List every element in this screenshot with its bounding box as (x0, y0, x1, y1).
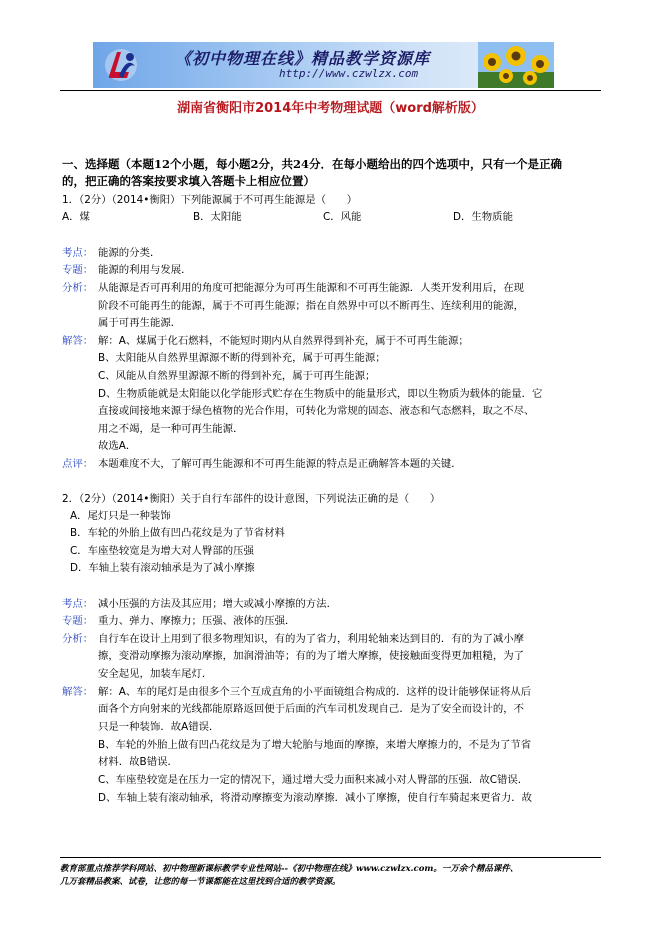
q1-zhuanti: 能源的利用与发展． (98, 264, 192, 276)
q2-jieda-label: 解答： (62, 686, 94, 698)
site-logo-icon (103, 46, 139, 84)
q1-option-a: A．煤 (62, 211, 90, 223)
q2-jieda-line: B、车轮的外胎上做有凹凸花纹是为了增大轮胎与地面的摩擦，来增大摩擦力的，不是为了节省 (98, 739, 532, 751)
q1-kaodian-label: 考点： (62, 247, 94, 259)
q1-jieda-line: 直接或间接地来源于绿色植物的光合作用，可转化为常规的固态、液态和气态燃料，取之不尽、 (98, 405, 535, 417)
q1-stem: 1．（2分）（2014•衡阳）下列能源属于不可再生能源是（ ） (62, 194, 358, 206)
q2-kaodian: 减小压强的方法及其应用；增大或减小摩擦的方法． (98, 598, 337, 610)
header-rule (60, 90, 601, 91)
q1-jieda-line: 用之不竭，是一种可再生能源． (98, 423, 244, 435)
q1-kaodian: 能源的分类． (98, 247, 161, 259)
q2-zhuanti-label: 专题： (62, 615, 94, 627)
q1-fenxi-label: 分析： (62, 282, 94, 294)
q2-option-b: B．车轮的外胎上做有凹凸花纹是为了节省材料 (70, 527, 285, 539)
footer-rule (60, 857, 601, 858)
q2-zhuanti: 重力、弹力、摩擦力；压强、液体的压强． (98, 615, 296, 627)
q2-fenxi-line: 擦，变滑动摩擦为滚动摩擦，加润滑油等；有的为了增大摩擦，使接触面变得更加粗糙，为了 (98, 650, 525, 662)
q1-fenxi-line: 阶段不可能再生的能源，属于不可再生能源；指在自然界中可以不断再生、连续利用的能源， (98, 300, 525, 312)
q1-dianping: 本题难度不大，了解可再生能源和不可再生能源的特点是正确解答本题的关键． (98, 458, 462, 470)
q2-jieda-line: 只是一种装饰．故A错误． (98, 721, 220, 733)
q2-jieda-line: C、车座垫较宽是在压力一定的情况下，通过增大受力面积来减小对人臀部的压强．故C错误． (98, 774, 529, 786)
q2-jieda-line: D、车轴上装有滚动轴承，将滑动摩擦变为滚动摩擦．减小了摩擦，使自行车骑起来更省力．故 (98, 792, 533, 804)
q1-jieda-line: B、太阳能从自然界里源源不断的得到补充，属于可再生能源； (98, 352, 386, 364)
document-title: 湖南省衡阳市2014年中考物理试题（word解析版） (177, 101, 484, 116)
footer-line2: 几万套精品教案、试卷，让您的每一节课都能在这里找到合适的教学资源。 (60, 877, 341, 887)
q2-fenxi-line: 自行车在设计上用到了很多物理知识，有的为了省力，利用轮轴来达到目的．有的为了减小摩 (98, 633, 525, 645)
q1-jieda-line: 解：A、煤属于化石燃料，不能短时期内从自然界得到补充，属于不可再生能源； (98, 335, 469, 347)
q1-jieda-line: C、风能从自然界里源源不断的得到补充，属于可再生能源； (98, 370, 376, 382)
q2-option-c: C．车座垫较宽是为增大对人臀部的压强 (70, 545, 254, 557)
q1-option-b: B．太阳能 (193, 211, 242, 223)
q1-fenxi-line: 属于可再生能源． (98, 317, 182, 329)
q1-jieda-line: 故选A． (98, 440, 137, 452)
q1-jieda-label: 解答： (62, 335, 94, 347)
q2-jieda-line: 解：A、车的尾灯是由很多个三个互成直角的小平面镜组合构成的．这样的设计能够保证将从后 (98, 686, 532, 698)
q1-option-c: C．风能 (323, 211, 362, 223)
footer-line1: 教育部重点推荐学科网站、初中物理新课标教学专业性网站--《初中物理在线》www.czwlzx.com。一万余个精品课件、 (60, 864, 519, 874)
q1-zhuanti-label: 专题： (62, 264, 94, 276)
q2-option-a: A．尾灯只是一种装饰 (70, 510, 171, 522)
q1-option-d: D．生物质能 (453, 211, 513, 223)
section-heading-line1: 一、选择题（本题12个小题，每小题2分，共24分．在每小题给出的四个选项中，只有一个是正确 (62, 157, 563, 171)
q2-jieda-line: 面各个方向射来的光线都能原路返回便于后面的汽车司机发现自己．是为了安全而设计的，不 (98, 703, 525, 715)
q1-fenxi-line: 从能源是否可再利用的角度可把能源分为可再生能源和不可再生能源．人类开发利用后，在现 (98, 282, 525, 294)
banner-title: 《初中物理在线》精品教学资源库 (175, 49, 431, 68)
footer (60, 863, 605, 889)
q2-fenxi-line: 安全起见，加装车尾灯． (98, 668, 213, 680)
q2-jieda-line: 材料．故B错误． (98, 756, 178, 768)
q2-stem: 2．（2分）（2014•衡阳）关于自行车部件的设计意图，下列说法正确的是（ ） (62, 493, 441, 505)
q2-option-d: D．车轴上装有滚动轴承是为了减小摩擦 (70, 562, 255, 574)
section-heading-line2: 的，把正确的答案按要求填入答题卡上相应位置） (62, 174, 315, 188)
sunflower-image-icon (478, 42, 554, 88)
header-banner (93, 42, 554, 88)
q2-kaodian-label: 考点： (62, 598, 94, 610)
q2-fenxi-label: 分析： (62, 633, 94, 645)
q1-dianping-label: 点评： (62, 458, 94, 470)
section-heading (62, 156, 602, 190)
banner-url: http://www.czwlzx.com (279, 67, 419, 80)
q1-jieda-line: D、生物质能就是太阳能以化学能形式贮存在生物质中的能量形式，即以生物质为载体的能量．它 (98, 388, 543, 400)
